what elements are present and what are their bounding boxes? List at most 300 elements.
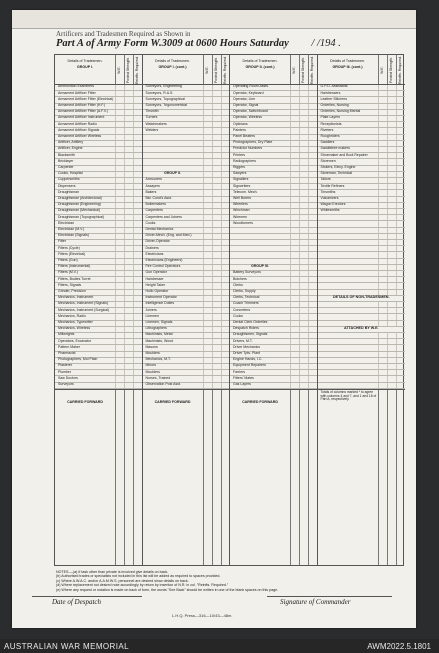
entry-cell[interactable] (221, 228, 230, 233)
entry-cell[interactable] (221, 215, 230, 220)
entry-cell[interactable] (133, 116, 142, 121)
entry-cell[interactable] (308, 296, 317, 301)
entry-cell[interactable] (378, 197, 387, 202)
entry-cell[interactable] (299, 178, 308, 183)
totals-cell[interactable] (396, 390, 405, 565)
entry-cell[interactable] (124, 215, 133, 220)
entry-cell[interactable] (212, 221, 221, 226)
entry-cell[interactable] (299, 128, 308, 133)
entry-cell[interactable] (212, 110, 221, 115)
entry-cell[interactable] (115, 221, 124, 226)
entry-cell[interactable] (378, 228, 387, 233)
entry-cell[interactable] (299, 122, 308, 127)
entry-cell[interactable] (203, 252, 212, 257)
entry-cell[interactable] (212, 290, 221, 295)
entry-cell[interactable] (115, 159, 124, 164)
entry-cell[interactable] (124, 190, 133, 195)
entry-cell[interactable] (133, 277, 142, 282)
entry-cell[interactable] (115, 178, 124, 183)
entry-cell[interactable] (308, 197, 317, 202)
entry-cell[interactable] (115, 308, 124, 313)
entry-cell[interactable] (290, 321, 299, 326)
entry-cell[interactable] (133, 321, 142, 326)
entry-cell[interactable] (221, 308, 230, 313)
entry-cell[interactable] (124, 197, 133, 202)
entry-cell[interactable] (396, 190, 405, 195)
entry-cell[interactable] (221, 339, 230, 344)
entry-cell[interactable] (124, 370, 133, 375)
entry-cell[interactable] (396, 234, 405, 239)
entry-cell[interactable] (203, 135, 212, 140)
entry-cell[interactable] (290, 364, 299, 369)
entry-cell[interactable] (396, 302, 405, 307)
entry-cell[interactable] (212, 141, 221, 146)
entry-cell[interactable] (396, 203, 405, 208)
entry-cell[interactable] (203, 376, 212, 381)
entry-cell[interactable] (290, 153, 299, 158)
entry-cell[interactable] (299, 296, 308, 301)
entry-cell[interactable] (299, 321, 308, 326)
entry-cell[interactable] (290, 190, 299, 195)
entry-cell[interactable] (396, 85, 405, 90)
entry-cell[interactable] (115, 234, 124, 239)
entry-cell[interactable] (378, 203, 387, 208)
entry-cell[interactable] (308, 321, 317, 326)
entry-cell[interactable] (308, 203, 317, 208)
entry-cell[interactable] (203, 128, 212, 133)
entry-cell[interactable] (115, 116, 124, 121)
entry-cell[interactable] (378, 259, 387, 264)
entry-cell[interactable] (387, 370, 396, 375)
entry-cell[interactable] (212, 97, 221, 102)
entry-cell[interactable] (396, 277, 405, 282)
entry-cell[interactable] (124, 290, 133, 295)
entry-cell[interactable] (203, 265, 212, 270)
entry-cell[interactable] (203, 184, 212, 189)
entry-cell[interactable] (299, 97, 308, 102)
entry-cell[interactable] (133, 147, 142, 152)
entry-cell[interactable] (221, 259, 230, 264)
entry-cell[interactable] (387, 104, 396, 109)
entry-cell[interactable] (378, 209, 387, 214)
entry-cell[interactable] (221, 147, 230, 152)
entry-cell[interactable] (299, 172, 308, 177)
entry-cell[interactable] (221, 85, 230, 90)
entry-cell[interactable] (308, 358, 317, 363)
entry-cell[interactable] (378, 370, 387, 375)
entry-cell[interactable] (299, 190, 308, 195)
entry-cell[interactable] (396, 246, 405, 251)
entry-cell[interactable] (387, 147, 396, 152)
entry-cell[interactable] (308, 215, 317, 220)
entry-cell[interactable] (299, 370, 308, 375)
entry-cell[interactable] (396, 352, 405, 357)
entry-cell[interactable] (396, 259, 405, 264)
entry-cell[interactable] (299, 184, 308, 189)
entry-cell[interactable] (212, 352, 221, 357)
entry-cell[interactable] (299, 252, 308, 257)
entry-cell[interactable] (203, 383, 212, 388)
entry-cell[interactable] (290, 333, 299, 338)
entry-cell[interactable] (115, 190, 124, 195)
entry-cell[interactable] (308, 178, 317, 183)
entry-cell[interactable] (387, 141, 396, 146)
entry-cell[interactable] (396, 252, 405, 257)
entry-cell[interactable] (308, 116, 317, 121)
entry-cell[interactable] (378, 91, 387, 96)
entry-cell[interactable] (387, 339, 396, 344)
entry-cell[interactable] (221, 141, 230, 146)
entry-cell[interactable] (387, 265, 396, 270)
entry-cell[interactable] (378, 333, 387, 338)
entry-cell[interactable] (115, 290, 124, 295)
entry-cell[interactable] (308, 221, 317, 226)
entry-cell[interactable] (299, 339, 308, 344)
entry-cell[interactable] (378, 221, 387, 226)
entry-cell[interactable] (133, 296, 142, 301)
entry-cell[interactable] (308, 209, 317, 214)
entry-cell[interactable] (133, 246, 142, 251)
entry-cell[interactable] (133, 190, 142, 195)
entry-cell[interactable] (299, 166, 308, 171)
entry-cell[interactable] (299, 159, 308, 164)
entry-cell[interactable] (396, 197, 405, 202)
entry-cell[interactable] (212, 358, 221, 363)
entry-cell[interactable] (290, 327, 299, 332)
entry-cell[interactable] (299, 314, 308, 319)
entry-cell[interactable] (290, 314, 299, 319)
entry-cell[interactable] (221, 240, 230, 245)
entry-cell[interactable] (203, 110, 212, 115)
entry-cell[interactable] (290, 290, 299, 295)
entry-cell[interactable] (387, 135, 396, 140)
entry-cell[interactable] (203, 339, 212, 344)
entry-cell[interactable] (221, 116, 230, 121)
entry-cell[interactable] (378, 246, 387, 251)
entry-cell[interactable] (396, 240, 405, 245)
entry-cell[interactable] (124, 234, 133, 239)
entry-cell[interactable] (203, 314, 212, 319)
entry-cell[interactable] (133, 290, 142, 295)
entry-cell[interactable] (387, 122, 396, 127)
entry-cell[interactable] (299, 364, 308, 369)
entry-cell[interactable] (290, 252, 299, 257)
entry-cell[interactable] (396, 135, 405, 140)
entry-cell[interactable] (221, 209, 230, 214)
entry-cell[interactable] (115, 271, 124, 276)
entry-cell[interactable] (115, 104, 124, 109)
entry-cell[interactable] (387, 228, 396, 233)
entry-cell[interactable] (212, 190, 221, 195)
entry-cell[interactable] (387, 116, 396, 121)
entry-cell[interactable] (387, 153, 396, 158)
entry-cell[interactable] (299, 197, 308, 202)
entry-cell[interactable] (212, 259, 221, 264)
entry-cell[interactable] (396, 178, 405, 183)
entry-cell[interactable] (378, 110, 387, 115)
entry-cell[interactable] (308, 252, 317, 257)
entry-cell[interactable] (212, 166, 221, 171)
entry-cell[interactable] (221, 97, 230, 102)
entry-cell[interactable] (133, 240, 142, 245)
entry-cell[interactable] (124, 333, 133, 338)
entry-cell[interactable] (221, 321, 230, 326)
entry-cell[interactable] (221, 135, 230, 140)
entry-cell[interactable] (203, 302, 212, 307)
entry-cell[interactable] (387, 364, 396, 369)
entry-cell[interactable] (203, 190, 212, 195)
entry-cell[interactable] (133, 345, 142, 350)
entry-cell[interactable] (133, 302, 142, 307)
entry-cell[interactable] (115, 352, 124, 357)
entry-cell[interactable] (396, 215, 405, 220)
entry-cell[interactable] (115, 85, 124, 90)
entry-cell[interactable] (387, 259, 396, 264)
entry-cell[interactable] (124, 296, 133, 301)
entry-cell[interactable] (396, 159, 405, 164)
entry-cell[interactable] (396, 364, 405, 369)
entry-cell[interactable] (299, 116, 308, 121)
entry-cell[interactable] (212, 345, 221, 350)
entry-cell[interactable] (115, 302, 124, 307)
entry-cell[interactable] (212, 376, 221, 381)
entry-cell[interactable] (203, 122, 212, 127)
entry-cell[interactable] (290, 383, 299, 388)
entry-cell[interactable] (124, 383, 133, 388)
entry-cell[interactable] (290, 234, 299, 239)
entry-cell[interactable] (299, 221, 308, 226)
entry-cell[interactable] (133, 383, 142, 388)
entry-cell[interactable] (221, 153, 230, 158)
entry-cell[interactable] (308, 234, 317, 239)
entry-cell[interactable] (212, 240, 221, 245)
entry-cell[interactable] (308, 333, 317, 338)
entry-cell[interactable] (290, 147, 299, 152)
entry-cell[interactable] (203, 277, 212, 282)
entry-cell[interactable] (299, 271, 308, 276)
entry-cell[interactable] (290, 122, 299, 127)
entry-cell[interactable] (133, 234, 142, 239)
entry-cell[interactable] (203, 364, 212, 369)
entry-cell[interactable] (124, 240, 133, 245)
entry-cell[interactable] (221, 327, 230, 332)
entry-cell[interactable] (124, 203, 133, 208)
entry-cell[interactable] (212, 308, 221, 313)
entry-cell[interactable] (212, 184, 221, 189)
entry-cell[interactable] (299, 135, 308, 140)
entry-cell[interactable] (290, 352, 299, 357)
entry-cell[interactable] (396, 104, 405, 109)
entry-cell[interactable] (133, 172, 142, 177)
entry-cell[interactable] (308, 383, 317, 388)
entry-cell[interactable] (378, 314, 387, 319)
entry-cell[interactable] (396, 333, 405, 338)
entry-cell[interactable] (133, 364, 142, 369)
entry-cell[interactable] (378, 116, 387, 121)
entry-cell[interactable] (203, 85, 212, 90)
entry-cell[interactable] (203, 271, 212, 276)
entry-cell[interactable] (212, 85, 221, 90)
entry-cell[interactable] (378, 265, 387, 270)
entry-cell[interactable] (387, 271, 396, 276)
entry-cell[interactable] (396, 147, 405, 152)
entry-cell[interactable] (378, 184, 387, 189)
entry-cell[interactable] (221, 277, 230, 282)
entry-cell[interactable] (124, 376, 133, 381)
entry-cell[interactable] (133, 178, 142, 183)
entry-cell[interactable] (203, 159, 212, 164)
entry-cell[interactable] (378, 277, 387, 282)
entry-cell[interactable] (387, 383, 396, 388)
entry-cell[interactable] (290, 97, 299, 102)
entry-cell[interactable] (212, 314, 221, 319)
entry-cell[interactable] (133, 339, 142, 344)
entry-cell[interactable] (115, 358, 124, 363)
entry-cell[interactable] (115, 376, 124, 381)
entry-cell[interactable] (203, 321, 212, 326)
entry-cell[interactable] (290, 259, 299, 264)
entry-cell[interactable] (221, 283, 230, 288)
entry-cell[interactable] (124, 327, 133, 332)
entry-cell[interactable] (387, 215, 396, 220)
entry-cell[interactable] (378, 141, 387, 146)
entry-cell[interactable] (396, 358, 405, 363)
entry-cell[interactable] (221, 104, 230, 109)
entry-cell[interactable] (212, 122, 221, 127)
entry-cell[interactable] (203, 178, 212, 183)
entry-cell[interactable] (124, 184, 133, 189)
entry-cell[interactable] (133, 135, 142, 140)
entry-cell[interactable] (124, 209, 133, 214)
entry-cell[interactable] (378, 352, 387, 357)
entry-cell[interactable] (212, 209, 221, 214)
totals-cell[interactable] (378, 390, 387, 565)
entry-cell[interactable] (212, 283, 221, 288)
entry-cell[interactable] (387, 128, 396, 133)
entry-cell[interactable] (308, 345, 317, 350)
entry-cell[interactable] (203, 234, 212, 239)
entry-cell[interactable] (212, 104, 221, 109)
entry-cell[interactable] (124, 321, 133, 326)
entry-cell[interactable] (396, 271, 405, 276)
entry-cell[interactable] (387, 308, 396, 313)
entry-cell[interactable] (299, 277, 308, 282)
entry-cell[interactable] (290, 116, 299, 121)
entry-cell[interactable] (115, 246, 124, 251)
entry-cell[interactable] (308, 85, 317, 90)
entry-cell[interactable] (115, 283, 124, 288)
entry-cell[interactable] (115, 327, 124, 332)
entry-cell[interactable] (378, 339, 387, 344)
entry-cell[interactable] (133, 271, 142, 276)
entry-cell[interactable] (221, 221, 230, 226)
entry-cell[interactable] (378, 172, 387, 177)
entry-cell[interactable] (221, 314, 230, 319)
entry-cell[interactable] (396, 209, 405, 214)
entry-cell[interactable] (212, 159, 221, 164)
entry-cell[interactable] (299, 110, 308, 115)
entry-cell[interactable] (299, 215, 308, 220)
entry-cell[interactable] (299, 383, 308, 388)
entry-cell[interactable] (203, 197, 212, 202)
entry-cell[interactable] (115, 383, 124, 388)
entry-cell[interactable] (124, 110, 133, 115)
entry-cell[interactable] (308, 135, 317, 140)
entry-cell[interactable] (396, 128, 405, 133)
entry-cell[interactable] (396, 153, 405, 158)
entry-cell[interactable] (299, 327, 308, 332)
entry-cell[interactable] (290, 376, 299, 381)
entry-cell[interactable] (115, 228, 124, 233)
entry-cell[interactable] (124, 358, 133, 363)
entry-cell[interactable] (124, 265, 133, 270)
entry-cell[interactable] (212, 321, 221, 326)
entry-cell[interactable] (133, 259, 142, 264)
entry-cell[interactable] (299, 104, 308, 109)
entry-cell[interactable] (290, 370, 299, 375)
entry-cell[interactable] (290, 246, 299, 251)
entry-cell[interactable] (221, 246, 230, 251)
entry-cell[interactable] (212, 246, 221, 251)
entry-cell[interactable] (203, 116, 212, 121)
entry-cell[interactable] (124, 122, 133, 127)
entry-cell[interactable] (203, 228, 212, 233)
carried-forward-cell[interactable] (299, 390, 308, 565)
entry-cell[interactable] (115, 252, 124, 257)
entry-cell[interactable] (212, 339, 221, 344)
entry-cell[interactable] (133, 228, 142, 233)
entry-cell[interactable] (115, 215, 124, 220)
entry-cell[interactable] (221, 383, 230, 388)
carried-forward-cell[interactable] (308, 390, 317, 565)
entry-cell[interactable] (387, 110, 396, 115)
entry-cell[interactable] (290, 277, 299, 282)
entry-cell[interactable] (387, 352, 396, 357)
entry-cell[interactable] (203, 370, 212, 375)
entry-cell[interactable] (115, 277, 124, 282)
entry-cell[interactable] (378, 364, 387, 369)
entry-cell[interactable] (124, 172, 133, 177)
entry-cell[interactable] (124, 159, 133, 164)
entry-cell[interactable] (290, 339, 299, 344)
entry-cell[interactable] (290, 91, 299, 96)
carried-forward-cell[interactable] (124, 390, 133, 565)
entry-cell[interactable] (308, 302, 317, 307)
entry-cell[interactable] (115, 147, 124, 152)
entry-cell[interactable] (203, 283, 212, 288)
entry-cell[interactable] (203, 240, 212, 245)
entry-cell[interactable] (290, 265, 299, 270)
entry-cell[interactable] (308, 110, 317, 115)
entry-cell[interactable] (133, 215, 142, 220)
entry-cell[interactable] (387, 184, 396, 189)
entry-cell[interactable] (203, 97, 212, 102)
entry-cell[interactable] (387, 178, 396, 183)
entry-cell[interactable] (378, 153, 387, 158)
entry-cell[interactable] (221, 234, 230, 239)
entry-cell[interactable] (115, 364, 124, 369)
entry-cell[interactable] (212, 91, 221, 96)
entry-cell[interactable] (221, 296, 230, 301)
entry-cell[interactable] (133, 104, 142, 109)
entry-cell[interactable] (378, 122, 387, 127)
entry-cell[interactable] (212, 172, 221, 177)
entry-cell[interactable] (378, 302, 387, 307)
entry-cell[interactable] (133, 128, 142, 133)
entry-cell[interactable] (133, 197, 142, 202)
entry-cell[interactable] (124, 277, 133, 282)
entry-cell[interactable] (387, 221, 396, 226)
